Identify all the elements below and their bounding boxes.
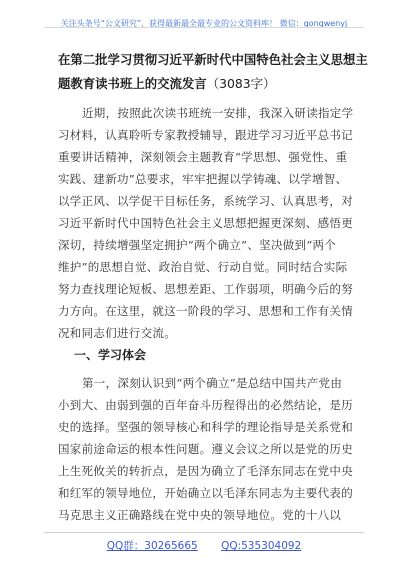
paragraph-line: 国家前途命运的根本性问题。遵义会议之所以是党的历史 <box>58 442 353 456</box>
section-heading: 一、学习体会 <box>74 348 147 362</box>
paragraph-first-point <box>58 372 358 526</box>
title-line-2 <box>58 72 358 96</box>
word-count: （3083字） <box>206 76 276 91</box>
footer-divider <box>44 532 364 533</box>
paragraph-line: 努力查找理论短板、思想差距、工作弱项，明确今后的努 <box>58 282 353 296</box>
paragraph-line: 重要讲话精神，深刻领会主题教育“学思想、强党性、重 <box>58 150 348 164</box>
document-title <box>58 48 368 96</box>
paragraph-line: 和红军的领导地位，开始确立以毛泽东同志为主要代表的 <box>58 486 353 500</box>
title-line-2-text: 题教育读书班上的交流发言 <box>58 76 207 91</box>
paragraph-line: 小到大、由弱到强的百年奋斗历程得出的必然结论，是历 <box>58 398 353 412</box>
paragraph-line: 习材料，认真聆听专家教授辅导，跟进学习习近平总书记 <box>58 128 353 142</box>
paragraph-line: 深切，持续增强坚定拥护“两个确立”、坚决做到“两个 <box>58 238 337 252</box>
paragraph-line: 况和同志们进行交流。 <box>58 326 176 340</box>
paragraph-line: 实践、建新功”总要求，牢牢把握以学铸魂、以学增智、 <box>58 172 348 186</box>
paragraph-line: 史的选择。坚强的领导核心和科学的理论指导是关系党和 <box>58 420 353 434</box>
paragraph-line: 上生死攸关的转折点，是因为确立了毛泽东同志在党中央 <box>58 464 353 478</box>
paragraph-line: 力方向。在这里，就这一阶段的学习、思想和工作有关情 <box>58 304 353 318</box>
qq-contact-link[interactable]: QQ:535304092 <box>221 540 302 552</box>
title-line-1: 在第二批学习贯彻习近平新时代中国特色社会主义思想主 <box>58 52 368 67</box>
qq-group-link[interactable]: QQ群：30265665 <box>106 540 198 552</box>
paragraph-line: 以学正风、以学促干目标任务，系统学习、认真思考，对 <box>58 194 353 208</box>
paragraph-line: 第一，深刻认识到“两个确立”是总结中国共产党由 <box>82 376 343 390</box>
header-banner-text: 关注头条号“公文研究”，获得最新最全最专业的公文资料库！ 微信：gongwenyj <box>60 19 348 28</box>
paragraph-line: 马克思主义正确路线在党中央的领导地位。党的十八以 <box>58 508 342 522</box>
paragraph-intro <box>58 102 358 344</box>
paragraph-line: 近期，按照此次读书班统一安排，我深入研读指定学 <box>82 106 354 120</box>
header-divider <box>44 27 364 28</box>
paragraph-line: 维护”的思想自觉、政治自觉、行动自觉。同时结合实际 <box>58 260 348 274</box>
paragraph-line: 习近平新时代中国特色社会主义思想把握更深刻、感悟更 <box>58 216 353 230</box>
footer <box>0 538 408 553</box>
